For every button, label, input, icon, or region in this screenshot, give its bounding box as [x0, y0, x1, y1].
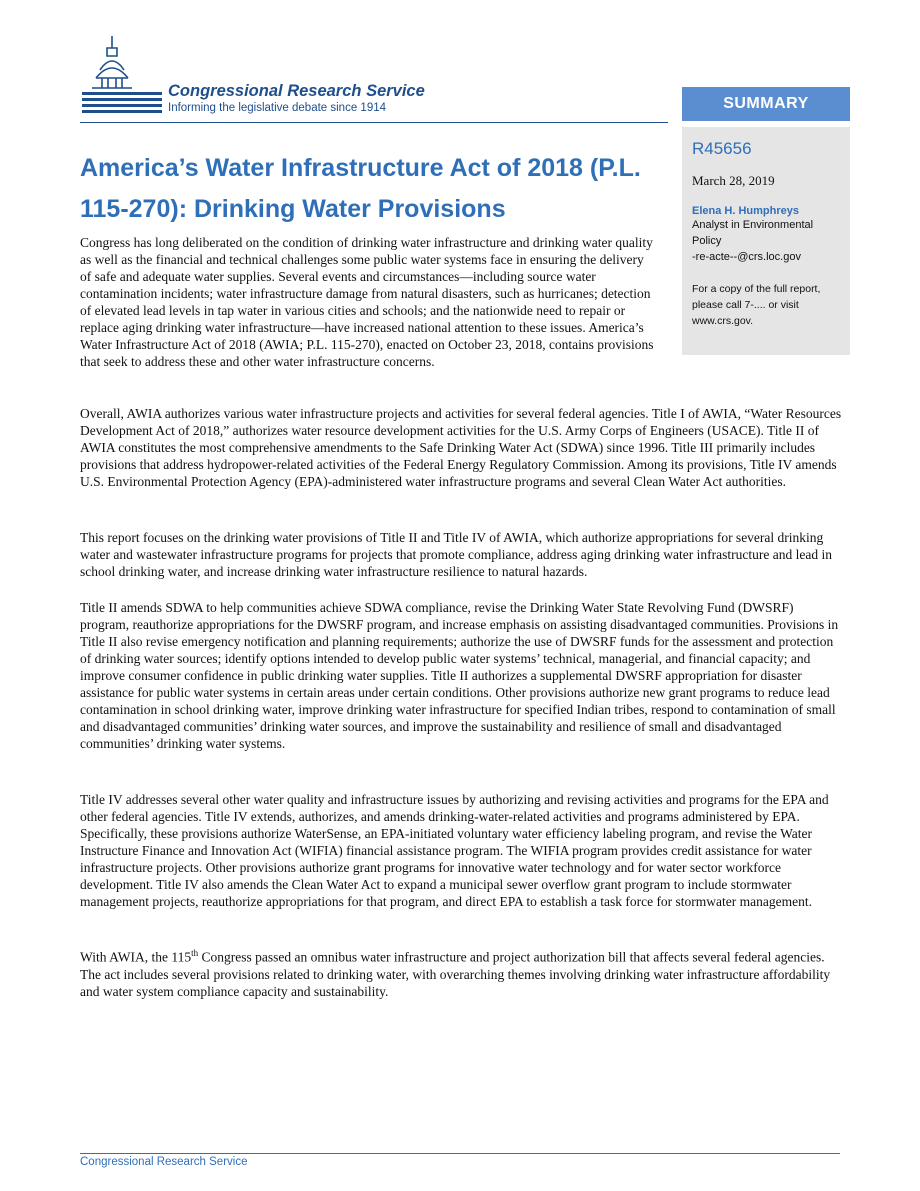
copy-note-line2: please call 7-.... or visit	[692, 299, 799, 311]
report-date: March 28, 2019	[692, 173, 775, 188]
copy-note-line3: www.crs.gov.	[692, 315, 754, 327]
crs-logo	[80, 34, 680, 124]
summary-sidebar	[682, 87, 850, 355]
paragraph-focus: This report focuses on the drinking water provisions of Title II and Title IV of AWIA, which authorize appropriations for several drinking water and wastewater infrastructure programs for projects that promote compliance, address aging drinking water infrastructure and lead in school drinking water, and increase drinking water infrastructure resilience to natural hazards.	[80, 530, 832, 579]
paragraph-conclusion	[80, 945, 842, 1000]
conclusion-text-start: With AWIA, the 115	[80, 949, 192, 965]
author-title-line1: Analyst in Environmental	[692, 219, 814, 231]
paragraph-title-ii: Title II amends SDWA to help communities achieve SDWA compliance, revise the Drinking Water State Revolving Fund (DWSRF) program, reauthorize appropriations for the DWSRF program, and increase emphasis on assisting disadvantaged communities. Provisions in Title II also revise emergency notification and planning requirements; authorize the use of DWSRF funds for the assessment and protection of drinking water sources; identify options intended to develop public water systems’ technical, managerial, and financial capacity; and improve consumer confidence in public drinking water supplies. Title II authorizes a supplemental DWSRF appropriation for disaster assistance for public water systems in certain areas under certain conditions. Other provisions authorize new grant programs to reduce lead contamination in school drinking water, improve drinking water infrastructure for specified Indian tribes, respond to contamination of small and disadvantaged communities’ drinking water sources, and improve the sustainability and resilience of small and disadvantaged communities’ drinking water systems.	[80, 600, 839, 751]
copy-note-line1: For a copy of the full report,	[692, 283, 821, 295]
summary-label: SUMMARY	[682, 87, 850, 121]
author-email: -re-acte--@crs.loc.gov	[692, 251, 801, 263]
report-number: R45656	[692, 139, 752, 158]
capitol-dome-icon	[80, 34, 164, 124]
org-tagline: Informing the legislative debate since 1914	[168, 102, 387, 114]
paragraph-intro: Congress has long deliberated on the condition of drinking water infrastructure and drinking water quality as well as the financial and technical challenges some public water systems face in ensuring the delivery of safe and adequate water supplies. Several events and circumstances—including source water contamination incidents; water infrastructure damage from natural disasters, such as hurricanes; detection of elevated lead levels in tap water in various cities and schools; and the nationwide need to repair or replace aging drinking water infrastructure—have increased national attention to these issues. America’s Water Infrastructure Act of 2018 (AWIA; P.L. 115-270), enacted on October 23, 2018, contains provisions that seek to address these and other water infrastructure concerns.	[80, 235, 654, 369]
org-name: Congressional Research Service	[168, 82, 425, 100]
conclusion-text-end: Congress passed an omnibus water infrastructure and project authorization bill that affects several federal agencies. The act includes several provisions related to drinking water, with overarching themes involving drinking water infrastructure affordability and water system compliance capacity and sustainability.	[80, 949, 831, 999]
header-divider	[80, 122, 668, 123]
paragraph-overview: Overall, AWIA authorizes various water infrastructure projects and activities for several federal agencies. Title I of AWIA, “Water Resources Development Act of 2018,” authorizes water resource development activities for the U.S. Army Corps of Engineers (USACE). Title II of AWIA constitutes the most comprehensive amendments to the Safe Drinking Water Act (SDWA) since 1996. Title III primarily includes provisions that address hydropower-related activities of the Federal Energy Regulatory Commission. Among its provisions, Title IV amends U.S. Environmental Protection Agency (EPA)-administered water infrastructure programs and several Clean Water Act authorities.	[80, 406, 842, 489]
page-title: America’s Water Infrastructure Act of 2018 (P.L. 115-270): Drinking Water Provisions	[80, 154, 641, 223]
author-title-line2: Policy	[692, 235, 722, 247]
footer-org-name: Congressional Research Service	[80, 1156, 248, 1168]
ordinal-suffix: th	[191, 948, 199, 958]
footer-divider	[80, 1153, 840, 1154]
copy-note	[692, 281, 840, 329]
author-name: Elena H. Humphreys	[692, 205, 799, 217]
summary-details	[682, 127, 850, 355]
paragraph-title-iv: Title IV addresses several other water quality and infrastructure issues by authorizing and revising activities and programs for the EPA and other federal agencies. Title IV extends, authorizes, and amends drinking-water-related activities and programs administered by EPA. Specifically, these provisions authorize WaterSense, an EPA-initiated voluntary water efficiency labeling program, and revise the Water Instructure Finance and Innovation Act (WIFIA) financial assistance program. The WIFIA program provides credit assistance for water infrastructure projects. Other provisions authorize grant programs for innovative water technology and for water sector workforce development. Title IV also amends the Clean Water Act to expand a municipal sewer overflow grant program to include stormwater management projects, reauthorize appropriations for that program, and direct EPA to establish a task force for stormwater management.	[80, 792, 829, 909]
